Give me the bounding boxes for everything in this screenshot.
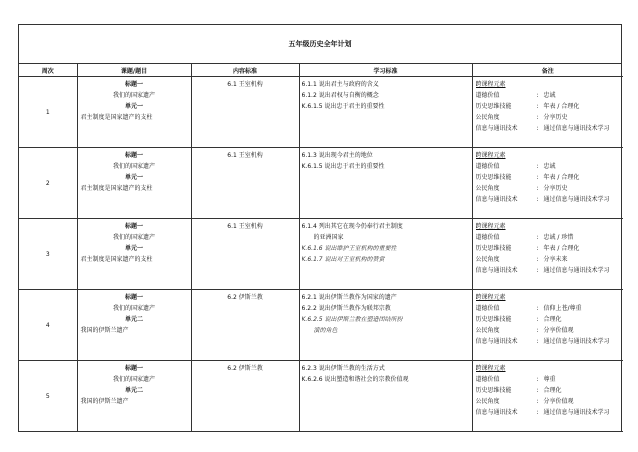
notes-value: 忠诚 [543, 163, 556, 170]
standard-text: 说出现今君主的地位 [318, 152, 373, 159]
notes-key: 道德价值 [475, 92, 500, 99]
notes-value: 合理化 [543, 387, 562, 394]
notes-sep: : [536, 376, 539, 383]
standard-item [302, 150, 472, 161]
notes-cell [472, 77, 623, 148]
learning-standard-cell [299, 361, 472, 432]
standard-code: K.6.1.5 [301, 103, 323, 110]
standard-code: 6.1.1 [301, 81, 317, 88]
notes-sep: : [536, 196, 539, 203]
notes-value: 分享未来 [543, 256, 568, 263]
notes-item [476, 396, 624, 407]
topic-title: 我们的国家遗产 [112, 92, 155, 99]
notes-value: 年表 / 合理化 [543, 174, 580, 181]
notes-sep: : [536, 316, 539, 323]
standard-text: 说出伊斯兰教作为联邦宗教 [318, 305, 391, 312]
plan-document [18, 24, 622, 432]
standard-code: 6.2.1 [301, 294, 317, 301]
content-standard-cell [191, 290, 299, 361]
content-standard-cell [191, 77, 299, 148]
notes-heading: 跨课程元素 [475, 81, 506, 88]
standard-text: 说出对王室机构的赞赏 [324, 256, 385, 263]
topic-title: 我们的国家遗产 [112, 234, 155, 241]
standard-item [302, 303, 472, 314]
notes-key: 公民角度 [475, 114, 500, 121]
notes-item [476, 254, 624, 265]
unit-title: 我国的伊斯兰遗产 [80, 398, 129, 405]
notes-key: 历史思维技能 [475, 174, 512, 181]
unit-heading: 单元一 [124, 174, 143, 181]
notes-value: 年表 / 合理化 [543, 245, 580, 252]
header-row [19, 64, 623, 77]
notes-item [476, 90, 624, 101]
notes-heading: 跨课程元素 [475, 223, 506, 230]
notes-cell [472, 148, 623, 219]
topic-cell [77, 77, 191, 148]
learning-standard-cell [299, 77, 472, 148]
unit-heading: 单元一 [124, 103, 143, 110]
notes-key: 公民角度 [475, 327, 500, 334]
notes-cell [472, 290, 623, 361]
notes-sep: : [536, 267, 539, 274]
notes-key: 道德价值 [475, 234, 500, 241]
standard-item [302, 221, 472, 232]
unit-title: 我国的伊斯兰遗产 [80, 327, 129, 334]
week-cell: 5 [19, 361, 77, 432]
content-standard: 6.2 伊斯兰教 [227, 365, 263, 372]
notes-key: 信息与通讯技术 [475, 267, 518, 274]
content-standard-cell [191, 361, 299, 432]
unit-heading: 单元一 [124, 245, 143, 252]
notes-item [476, 265, 624, 276]
content-standard: 6.2 伊斯兰教 [227, 294, 263, 301]
content-standard: 6.1 王室机构 [227, 152, 263, 159]
notes-heading: 跨课程元素 [475, 294, 506, 301]
standard-text: 说出维护王室机构的重要性 [324, 245, 397, 252]
standard-code: K.6.1.7 [301, 256, 323, 263]
standard-continuation: 演的角色 [313, 327, 338, 334]
header-week: 周次 [19, 64, 77, 77]
week-cell: 4 [19, 290, 77, 361]
notes-key: 道德价值 [475, 376, 500, 383]
topic-title: 我们的国家遗产 [112, 163, 155, 170]
notes-value: 通过信息与通讯技术学习 [543, 125, 610, 132]
notes-sep: : [536, 256, 539, 263]
notes-key: 公民角度 [475, 398, 500, 405]
standard-item [302, 101, 472, 112]
notes-key: 信息与通讯技术 [475, 196, 518, 203]
standard-code: 6.1.4 [301, 223, 317, 230]
notes-value: 分享历史 [543, 114, 568, 121]
notes-value: 通过信息与通讯技术学习 [543, 338, 610, 345]
notes-key: 公民角度 [475, 256, 500, 263]
notes-item [476, 194, 624, 205]
notes-value: 分享价值观 [543, 398, 574, 405]
notes-item [476, 172, 624, 183]
notes-item [476, 161, 624, 172]
standard-item [302, 243, 472, 254]
topic-heading: 标题一 [124, 152, 143, 159]
notes-item [476, 374, 624, 385]
notes-key: 道德价值 [475, 305, 500, 312]
notes-key: 信息与通讯技术 [475, 125, 518, 132]
table-row [19, 361, 623, 432]
notes-sep: : [536, 174, 539, 181]
notes-item [476, 123, 624, 134]
standard-code: K.6.2.5 [301, 316, 323, 323]
notes-key: 历史思维技能 [475, 316, 512, 323]
standard-item [302, 90, 472, 101]
standard-text: 说出伊斯兰教作为国家的遗产 [318, 294, 397, 301]
learning-standard-cell [299, 148, 472, 219]
notes-sep: : [536, 338, 539, 345]
standard-item [302, 79, 472, 90]
standard-code: K.6.1.5 [301, 163, 323, 170]
unit-heading: 单元二 [124, 387, 143, 394]
notes-key: 历史思维技能 [475, 387, 512, 394]
unit-title: 君主制度是国家遗产的支柱 [80, 185, 153, 192]
standard-text: 说出君主与政府的含义 [318, 81, 379, 88]
content-standard-cell [191, 219, 299, 290]
notes-value: 分享价值观 [543, 327, 574, 334]
notes-value: 通过信息与通讯技术学习 [543, 409, 610, 416]
topic-heading: 标题一 [124, 365, 143, 372]
standard-item [302, 374, 472, 385]
standard-code: 6.1.3 [301, 152, 317, 159]
standard-code: 6.2.2 [301, 305, 317, 312]
notes-item [476, 407, 624, 418]
standard-code: K.6.2.6 [301, 376, 323, 383]
notes-value: 合理化 [543, 316, 562, 323]
table-row [19, 148, 623, 219]
notes-key: 历史思维技能 [475, 103, 512, 110]
standard-text: 说出忠于君主的重要性 [324, 103, 385, 110]
notes-item [476, 243, 624, 254]
notes-sep: : [536, 234, 539, 241]
notes-key: 信息与通讯技术 [475, 409, 518, 416]
standard-text: 说出伊斯兰教在塑造团结所扮 [324, 316, 403, 323]
notes-sep: : [536, 163, 539, 170]
notes-item [476, 336, 624, 347]
header-learning-standard: 学习标准 [299, 64, 472, 77]
unit-title: 君主制度是国家遗产的支柱 [80, 114, 153, 121]
notes-item [476, 314, 624, 325]
notes-value: 通过信息与通讯技术学习 [543, 267, 610, 274]
notes-item [476, 183, 624, 194]
notes-value: 通过信息与通讯技术学习 [543, 196, 610, 203]
table-row [19, 290, 623, 361]
standard-item [302, 254, 472, 265]
notes-item [476, 112, 624, 123]
notes-sep: : [536, 92, 539, 99]
notes-heading: 跨课程元素 [475, 365, 506, 372]
notes-sep: : [536, 327, 539, 334]
standard-code: K.6.1.6 [301, 245, 323, 252]
standard-text: 说出忠于君主的重要性 [324, 163, 385, 170]
notes-value: 信仰上苍/尊重 [543, 305, 582, 312]
standard-item [302, 292, 472, 303]
standard-text: 列出其它在现今仍奉行君主制度 [318, 223, 403, 230]
topic-cell [77, 148, 191, 219]
notes-sep: : [536, 398, 539, 405]
notes-sep: : [536, 103, 539, 110]
notes-item [476, 303, 624, 314]
notes-sep: : [536, 305, 539, 312]
notes-cell [472, 361, 623, 432]
notes-sep: : [536, 185, 539, 192]
unit-heading: 单元二 [124, 316, 143, 323]
notes-heading: 跨课程元素 [475, 152, 506, 159]
content-standard-cell [191, 148, 299, 219]
topic-cell [77, 219, 191, 290]
notes-sep: : [536, 409, 539, 416]
standard-text: 说出伊斯兰教的生活方式 [318, 365, 385, 372]
topic-cell [77, 290, 191, 361]
notes-key: 信息与通讯技术 [475, 338, 518, 345]
plan-table [19, 64, 623, 432]
notes-key: 公民角度 [475, 185, 500, 192]
topic-cell [77, 361, 191, 432]
header-topic: 课题/题目 [77, 64, 191, 77]
document-title: 五年级历史全年计划 [19, 25, 621, 64]
week-cell: 2 [19, 148, 77, 219]
standard-item [302, 161, 472, 172]
week-cell: 3 [19, 219, 77, 290]
topic-heading: 标题一 [124, 81, 143, 88]
standard-continuation: 的亚洲国家 [313, 234, 344, 241]
week-cell: 1 [19, 77, 77, 148]
table-row [19, 219, 623, 290]
notes-value: 忠诚 / 珍惜 [543, 234, 574, 241]
notes-value: 分享历史 [543, 185, 568, 192]
content-standard: 6.1 王室机构 [227, 81, 263, 88]
table-row [19, 77, 623, 148]
topic-heading: 标题一 [124, 294, 143, 301]
header-content-standard: 内容标准 [191, 64, 299, 77]
notes-value: 尊重 [543, 376, 556, 383]
notes-key: 历史思维技能 [475, 245, 512, 252]
notes-sep: : [536, 245, 539, 252]
notes-item [476, 101, 624, 112]
standard-item [302, 363, 472, 374]
notes-value: 忠诚 [543, 92, 556, 99]
notes-item [476, 385, 624, 396]
notes-sep: : [536, 125, 539, 132]
unit-title: 君主制度是国家遗产的支柱 [80, 256, 153, 263]
topic-heading: 标题一 [124, 223, 143, 230]
header-notes: 备注 [472, 64, 623, 77]
learning-standard-cell [299, 219, 472, 290]
standard-text: 说出君权与自衡的概念 [318, 92, 379, 99]
standard-text: 说出塑造和谐社会的宗教价值观 [324, 376, 409, 383]
notes-sep: : [536, 387, 539, 394]
topic-title: 我们的国家遗产 [112, 376, 155, 383]
notes-cell [472, 219, 623, 290]
content-standard: 6.1 王室机构 [227, 223, 263, 230]
notes-sep: : [536, 114, 539, 121]
learning-standard-cell [299, 290, 472, 361]
notes-item [476, 232, 624, 243]
standard-code: 6.2.3 [301, 365, 317, 372]
notes-key: 道德价值 [475, 163, 500, 170]
notes-item [476, 325, 624, 336]
standard-code: 6.1.2 [301, 92, 317, 99]
notes-value: 年表 / 合理化 [543, 103, 580, 110]
topic-title: 我们的国家遗产 [112, 305, 155, 312]
standard-item [302, 314, 472, 325]
